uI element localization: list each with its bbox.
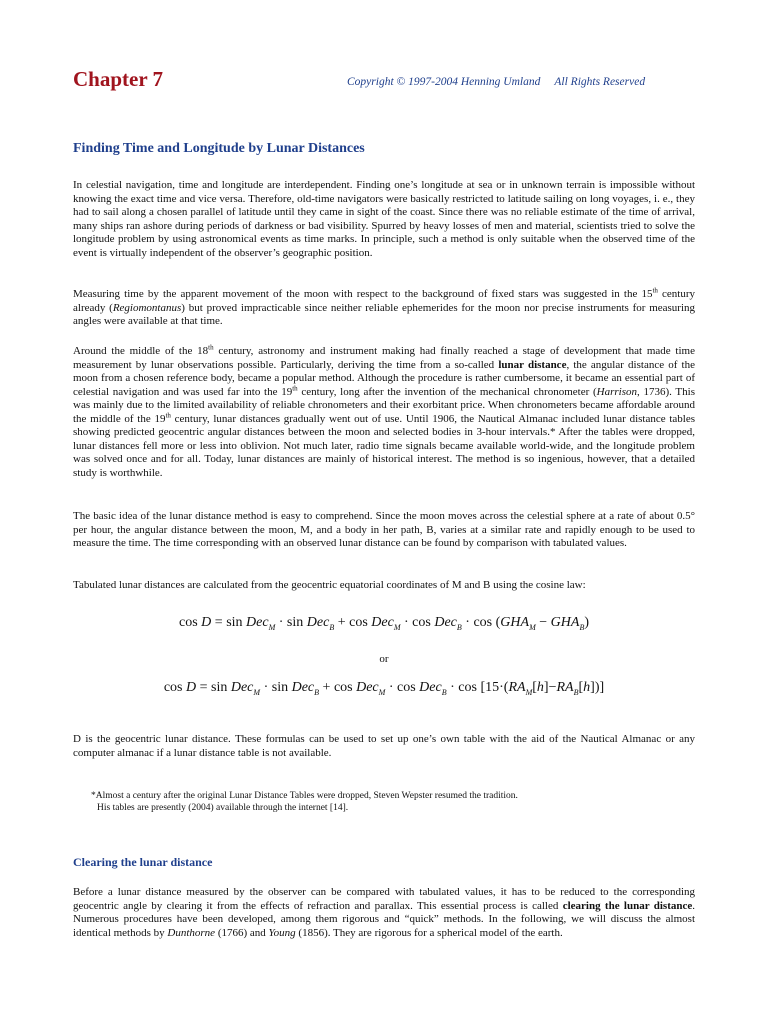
- rights-text: All Rights Reserved: [554, 76, 646, 88]
- paragraph-3: Around the middle of the 18th century, astronomy and instrument making had finally reached a stage of development that made time measurement by lunar observations possible. Particularly, deriving the time from a so-called lunar distance, the angular distance of the moon from a chosen reference body, became a popular method. Although the procedure is rather cumbersome, it became an essential part of celestial navigation and was used far into the 19th century, long after the invention of the mechanical chronometer (Harrison, 1736). This was mainly due to the limited availability of reliable chronometers and their exorbitant price. When chronometers became affordable around the middle of the 19th century, lunar distances gradually went out of use. Until 1906, the Nautical Almanac included lunar distance tables showing predicted geocentric angular distances between the moon and selected bodies in 3-hour intervals.* After the tables were dropped, lunar distances fell more or less into oblivion. Not much later, radio time signals became available world-wide, and the longitude problem was solved once and for all. Today, lunar distances are mainly of historical interest. The method is so ingenious, however, that a detailed study is worthwhile.: [73, 343, 695, 479]
- paragraph-6: D is the geocentric lunar distance. These formulas can be used to set up one’s own table with the aid of the Nautical Almanac or any computer almanac if a lunar distance table is not available.: [73, 733, 695, 759]
- copyright-text: Copyright © 1997-2004 Henning Umland: [347, 76, 541, 88]
- footnote-line-2: His tables are presently (2004) available through the internet [14].: [97, 803, 349, 813]
- footnote: [91, 790, 691, 814]
- copyright-line: [347, 76, 645, 88]
- cosine-formula-1: $\cos D = \sin Dec_M \cdot \sin Dec_B + \cos Dec_M \cdot \cos Dec_B \cdot \cos (GHA_M - GHA_B)$: [178, 615, 589, 632]
- paragraph-4: The basic idea of the lunar distance method is easy to comprehend. Since the moon moves across the celestial sphere at a rate of about 0.5° per hour, the angular distance between the moon, M, and a body in her path, B, varies at a similar rate and rapidly enough to be used to measure the time. The time corresponding with an observed lunar distance can be found by comparison with tabulated values.: [73, 510, 695, 549]
- chapter-heading: Chapter 7: [73, 67, 164, 91]
- cosine-formula-2: $\cos D = \sin Dec_M \cdot \sin Dec_B + \cos Dec_M \cdot \cos Dec_B \cdot \cos [15\cdot(RA_M[h]-RA_B[h])]$: [163, 680, 605, 697]
- footnote-line-1: *Almost a century after the original Lunar Distance Tables were dropped, Steven Wepster resumed the tradition.: [91, 791, 518, 801]
- paragraph-5: Tabulated lunar distances are calculated from the geocentric equatorial coordinates of M and B using the cosine law:: [73, 579, 586, 591]
- or-separator: or: [379, 653, 389, 665]
- paragraph-1: In celestial navigation, time and longitude are interdependent. Finding one’s longitude at sea or in unknown terrain is impossible without knowing the exact time and vice versa. Therefore, old-time navigators were basically restricted to latitude sailing on long voyages, i. e., they had to sail along a chosen parallel of latitude until they came in sight of the coast. Since there was no reliable estimate of the time of arrival, many ships ran ashore during periods of darkness or bad visibility. Spurred by heavy losses of men and material, scientists tried to solve the longitude problem by using astronomical events as time marks. In principle, such a method is only suitable when the observed time of the event is virtually independent of the observer’s geographic position.: [73, 179, 695, 259]
- subsection-title: Clearing the lunar distance: [73, 855, 213, 869]
- subsection-paragraph: Before a lunar distance measured by the observer can be compared with tabulated values, it has to be reduced to the corresponding geocentric angle by clearing it from the effects of refraction and parallax. This essential process is called clearing the lunar distance. Numerous procedures have been developed, among them rigorous and “quick” methods. In the following, we will discuss the almost identical methods by Dunthorne (1766) and Young (1856). They are rigorous for a spherical model of the earth.: [73, 886, 695, 939]
- section-title: Finding Time and Longitude by Lunar Distances: [73, 141, 365, 156]
- paragraph-2: Measuring time by the apparent movement of the moon with respect to the background of fixed stars was suggested in the 15th century already (Regiomontanus) but proved impracticable since neither reliable ephemerides for the moon nor precise instruments for measuring angles were available at that time.: [73, 286, 696, 327]
